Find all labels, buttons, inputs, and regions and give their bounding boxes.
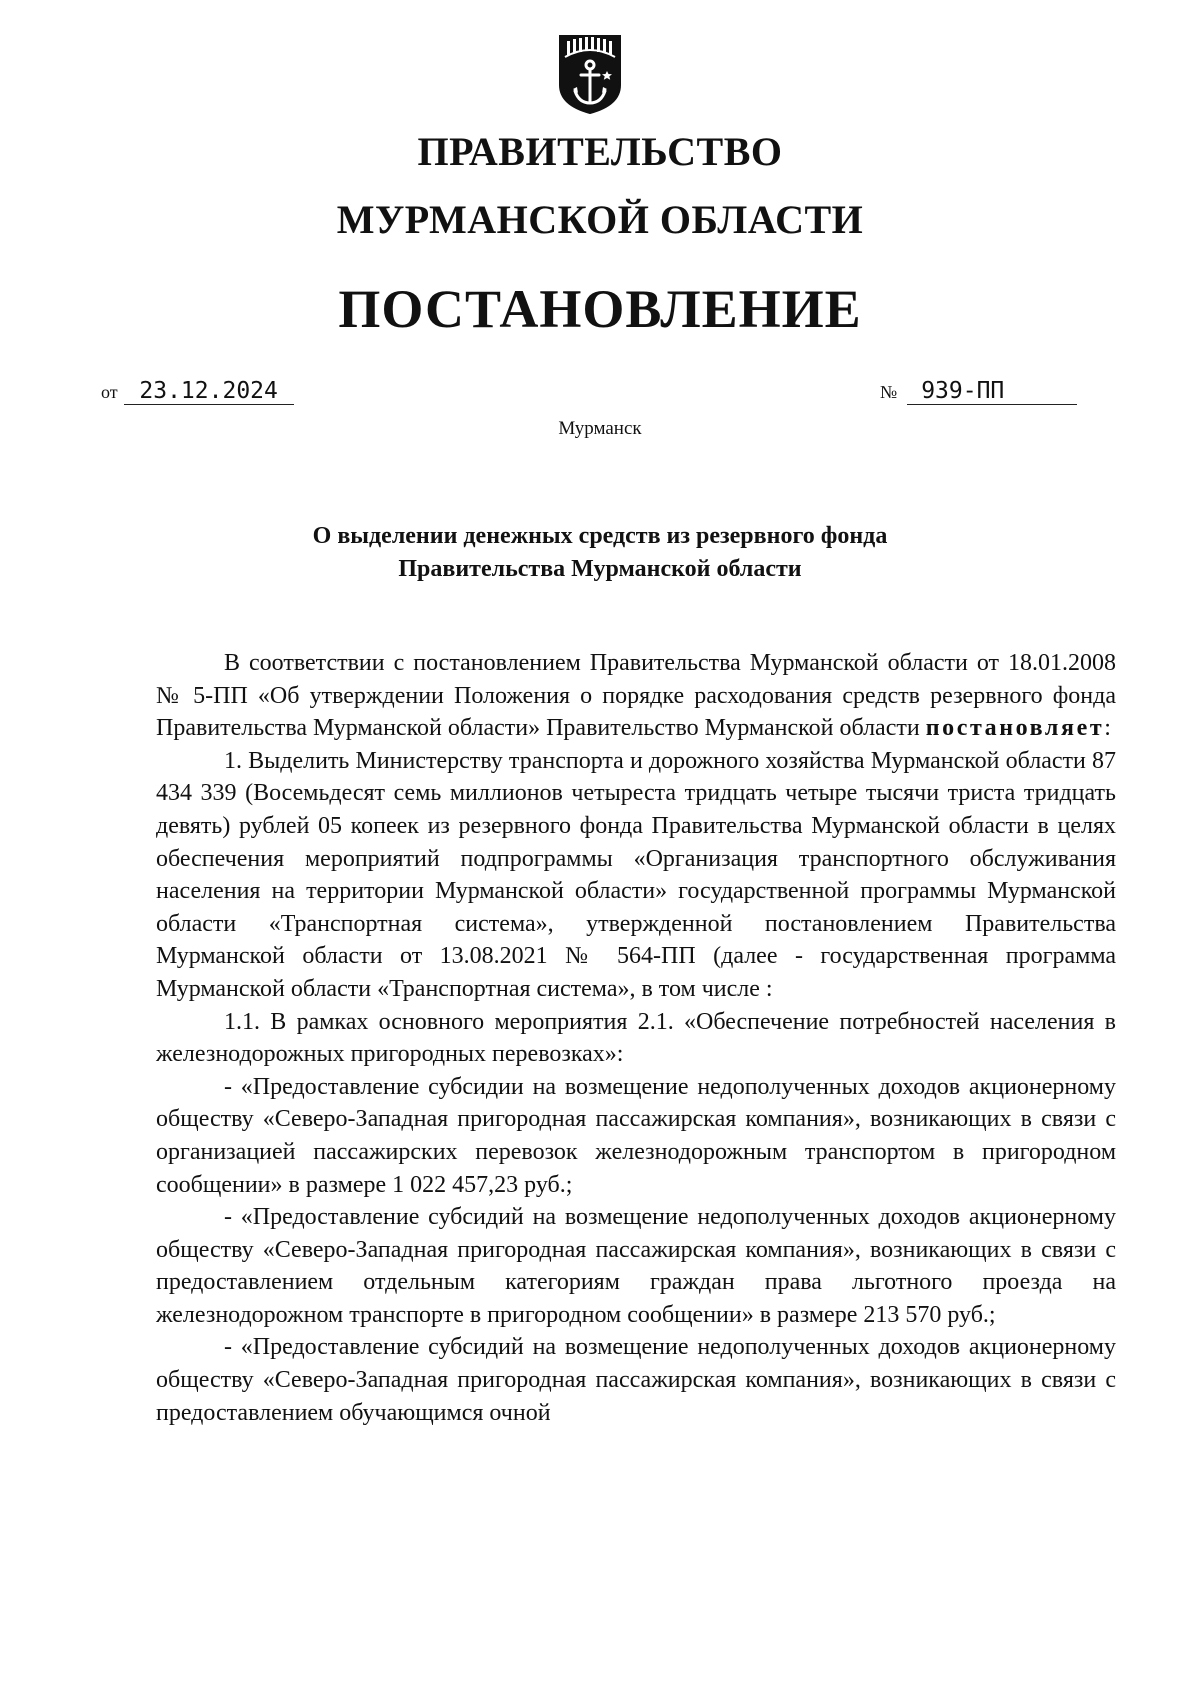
document-body [156, 647, 1116, 1429]
number-value: 939-ПП [907, 378, 1077, 405]
coat-of-arms-icon [557, 33, 623, 115]
subject-line2: Правительства Мурманской области [398, 556, 802, 582]
subsidy-item-3: - «Предоставление субсидий на возмещение недополученных доходов акционерному обществу «Северо-Западная пригородная пассажирская компания», возникающих в связи с предоставлением обучающимся очной [156, 1334, 1116, 1426]
preamble-colon: : [1104, 715, 1111, 742]
city-name: Мурманск [558, 418, 642, 439]
number-label: № [880, 382, 898, 402]
subsidy-item-1: - «Предоставление субсидии на возмещение недополученных доходов акционерному обществу «Северо-Западная пригородная пассажирская компания», возникающих в связи с организацией пассажирских перевозок железнодорожным транспортом в пригородном сообщении» в размере 1 022 457,23 руб.; [156, 1073, 1116, 1198]
date-label: от [101, 382, 118, 402]
subject-line1: О выделении денежных средств из резервного фонда [312, 523, 888, 549]
subsidy-item-2: - «Предоставление субсидий на возмещение недополученных доходов акционерному обществу «Северо-Западная пригородная пассажирская компания», возникающих в связи с предоставлением отдельным категориям граждан права льготного проезда на железнодорожном транспорте в пригородном сообщении» в размере 213 570 руб.; [156, 1204, 1116, 1328]
organization-name-line2: МУРМАНСКОЙ ОБЛАСТИ [336, 197, 864, 242]
organization-name-line1: ПРАВИТЕЛЬСТВО [417, 129, 783, 174]
clause-1-1-paragraph: 1.1. В рамках основного мероприятия 2.1. «Обеспечение потребностей населения в железнодорожных пригородных перевозках»: [156, 1008, 1116, 1068]
document-type-title: ПОСТАНОВЛЕНИЕ [338, 279, 862, 339]
resolution-keyword: постановляет [925, 715, 1105, 742]
document-subject [0, 520, 1200, 586]
number-field [880, 378, 1077, 405]
clause-1-paragraph: 1. Выделить Министерству транспорта и дорожного хозяйства Мурманской области 87 434 339 (Восемьдесят семь миллионов четыреста тридцать четыре тысячи триста тридцать девять) рублей 05 копеек из резервного фонда Правительства Мурманской области в целях обеспечения мероприятий подпрограммы «Организация транспортного обслуживания населения на территории Мурманской области» государственной программы Мурманской области «Транспортная система», утвержденной постановлением Правительства Мурманской области от 13.08.2021 № 564-ПП (далее - государственная программа Мурманской области «Транспортная система», в том числе : [156, 747, 1116, 1002]
preamble-text: В соответствии с постановлением Правительства Мурманской области от 18.01.2008 № 5-ПП «Об утверждении Положения о порядке расходования средств резервного фонда Правительства Мурманской области» Правительство Мурманской области [156, 650, 1116, 742]
date-field [101, 378, 294, 405]
preamble-paragraph [156, 647, 1116, 745]
date-value: 23.12.2024 [124, 378, 294, 405]
